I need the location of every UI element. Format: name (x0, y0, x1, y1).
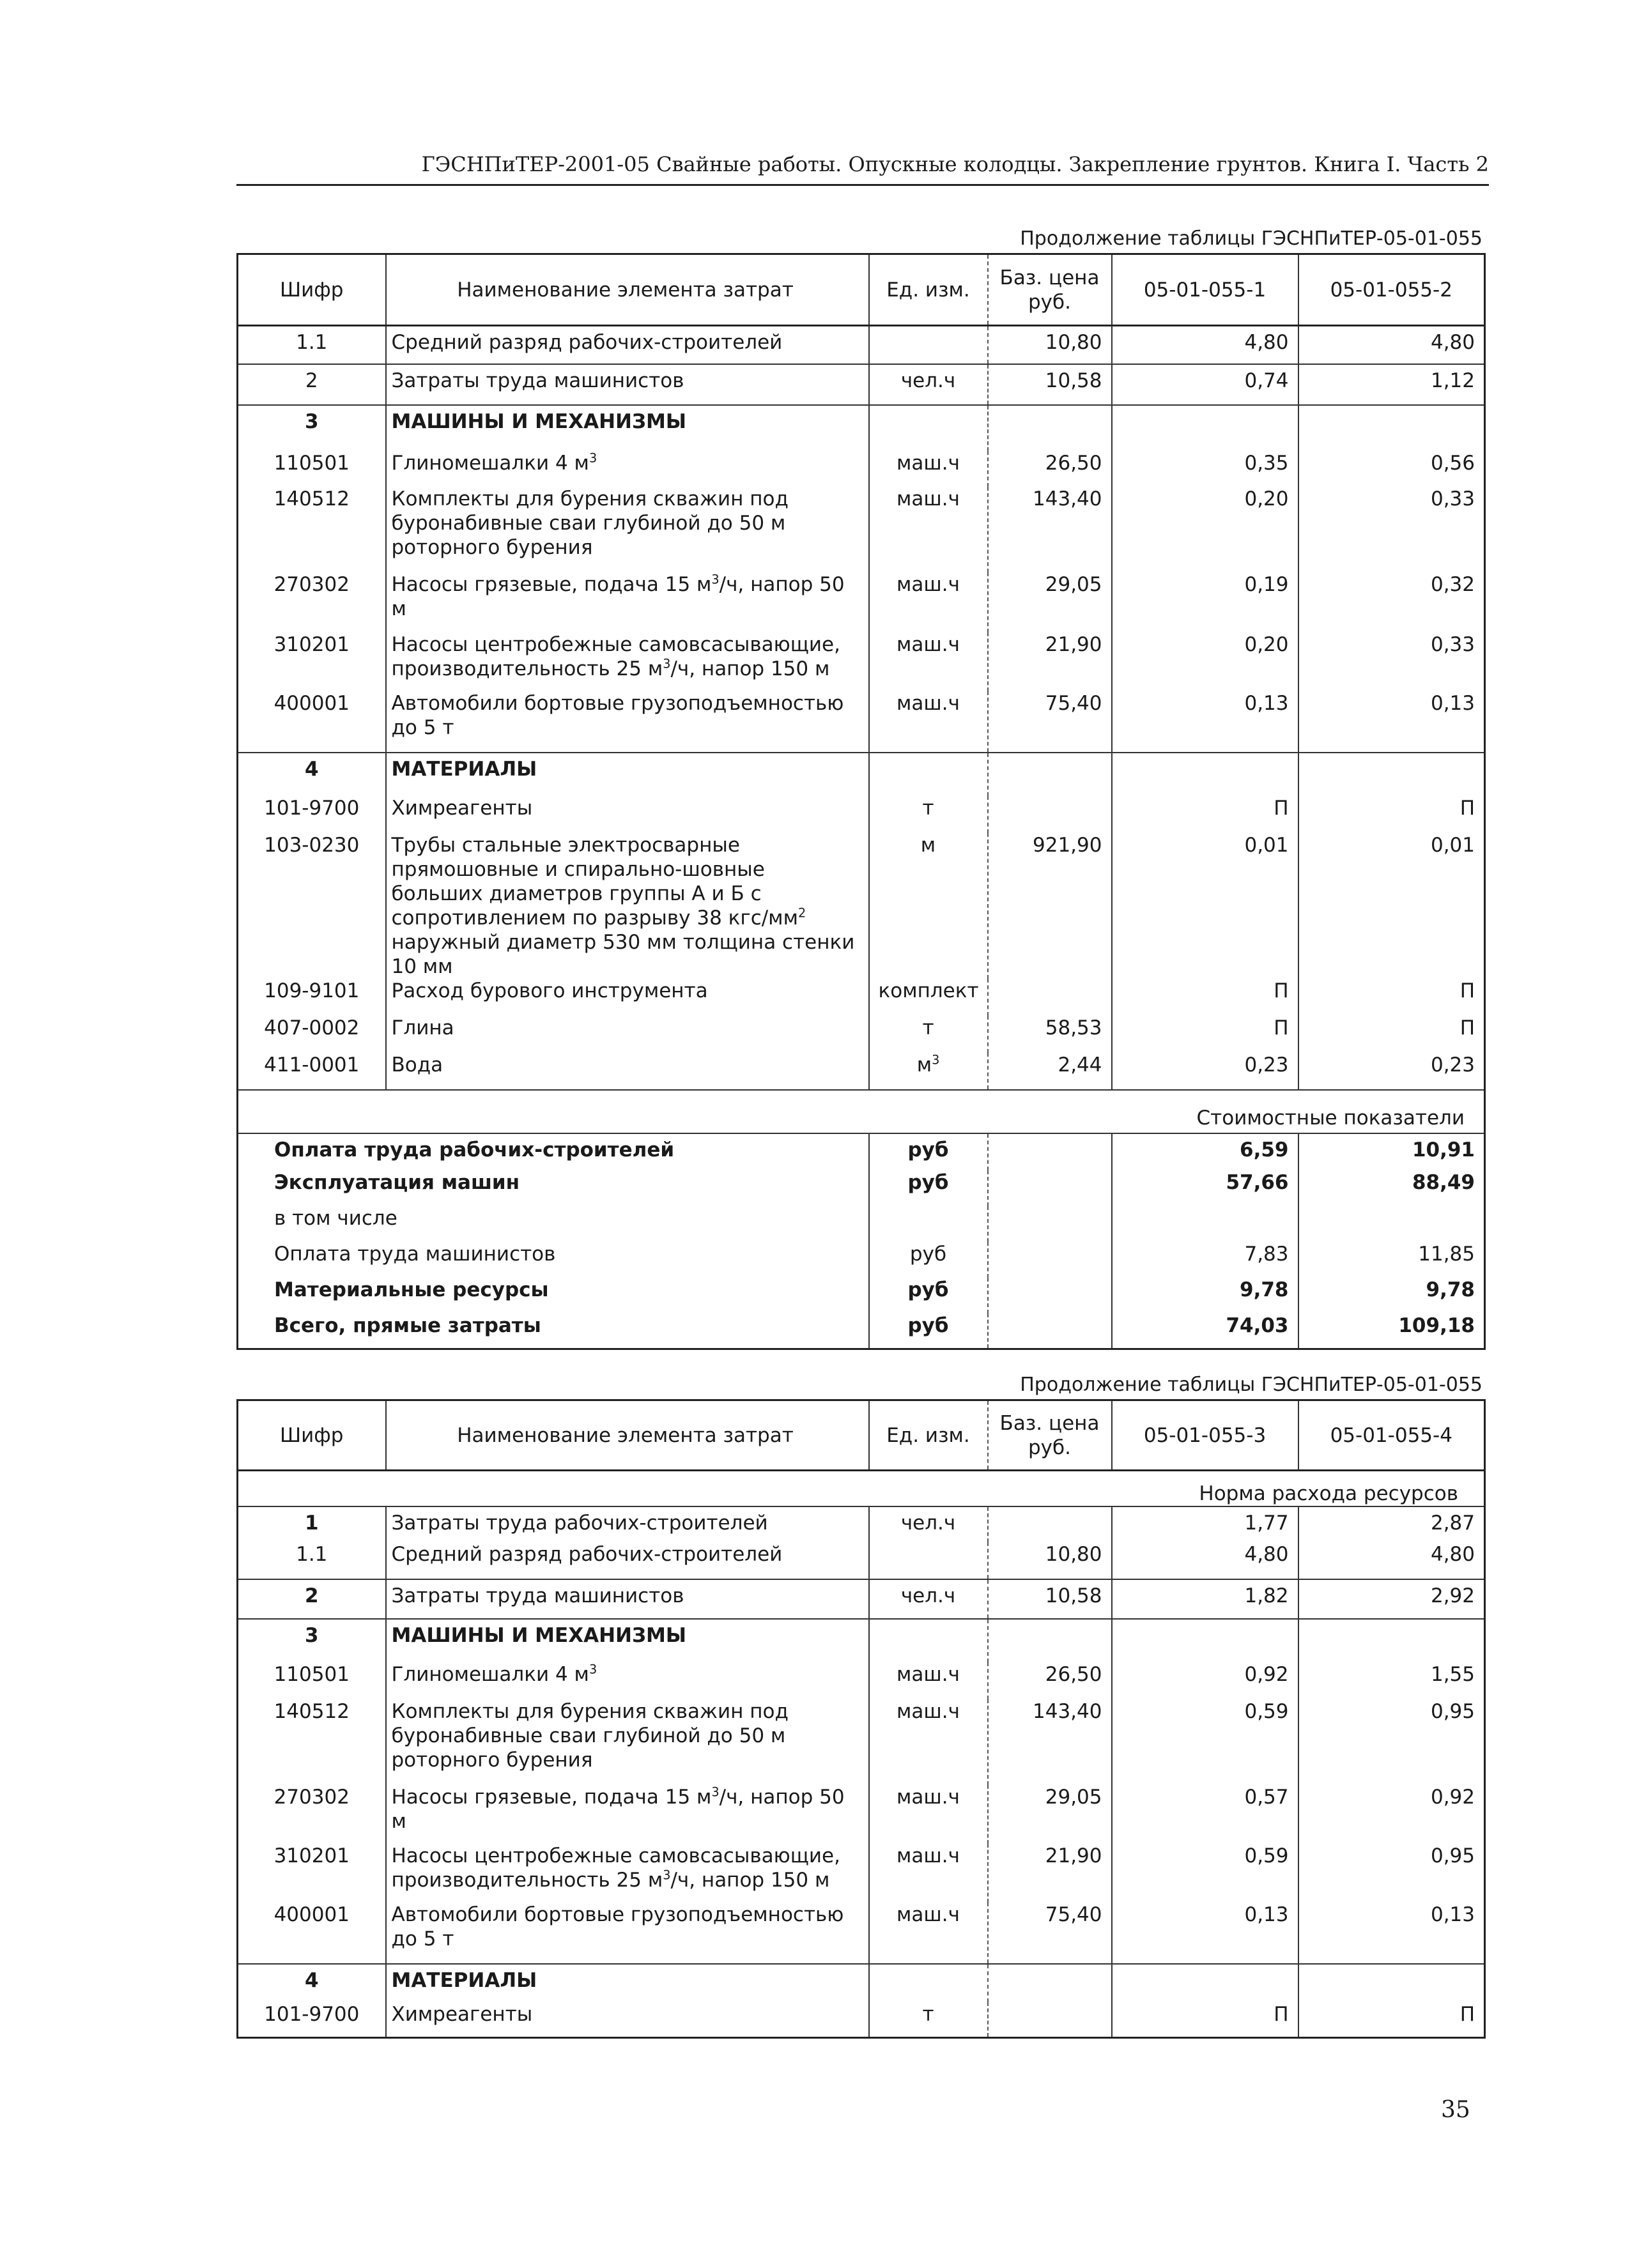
row-value-1: 0,59 (1112, 1844, 1298, 1903)
row-unit: маш.ч (869, 1844, 988, 1903)
row-price: 29,05 (988, 1785, 1112, 1844)
row-value-1: П (1112, 979, 1298, 1016)
row-price: 26,50 (988, 451, 1112, 487)
row-unit: маш.ч (869, 451, 988, 487)
section-code: 4 (238, 1964, 386, 2002)
table-row (238, 1542, 1485, 1579)
col-unit-header: Ед. изм. (869, 1400, 988, 1471)
row-price: 143,40 (988, 1699, 1112, 1785)
row-value-1: 0,20 (1112, 632, 1298, 691)
cost-label: Всего, прямые затраты (238, 1314, 869, 1349)
table-row (238, 1506, 1485, 1542)
col-norm4-header: 05-01-055-4 (1298, 1400, 1485, 1471)
norm-header: Норма расхода ресурсов (238, 1471, 1485, 1506)
row-value-1: 0,19 (1112, 572, 1298, 632)
cost-label: в том числе (238, 1206, 869, 1242)
row-value-1: 0,59 (1112, 1699, 1298, 1785)
table-row (238, 833, 1485, 979)
row-code: 110501 (238, 1662, 386, 1699)
row-code: 101-9700 (238, 796, 386, 833)
cost-value-2: 11,85 (1298, 1242, 1485, 1278)
cost-row (238, 1206, 1485, 1242)
row-value-1: 0,23 (1112, 1053, 1298, 1090)
row-code: 140512 (238, 1699, 386, 1785)
table-header-row (238, 1400, 1485, 1471)
row-name: Насосы центробежные самовсасывающие, производительность 25 $м^3/ч$, напор 150 м (386, 632, 869, 691)
row-name: Химреагенты (386, 2002, 869, 2038)
row-name: Глиномешалки 4 $м^3$ (386, 451, 869, 487)
row-value-1: 4,80 (1112, 1542, 1298, 1579)
row-code: 400001 (238, 1903, 386, 1964)
row-name: Комплекты для бурения скважин под буронабивные сваи глубиной до 50 м роторного бурения (386, 487, 869, 572)
row-unit: чел.ч (869, 1506, 988, 1542)
cost-row (238, 1314, 1485, 1349)
running-header: ГЭСНПиТЕР-2001-05 Свайные работы. Опускные колодцы. Закрепление грунтов. Книга I. Часть 2 (236, 152, 1489, 186)
row-value-2: 0,13 (1298, 691, 1485, 753)
row-value-1: 0,20 (1112, 487, 1298, 572)
page-number: 35 (1441, 2097, 1470, 2123)
row-name: Насосы грязевые, подача 15 $м^3/ч$, напор 50 м (386, 1785, 869, 1844)
norm-header-row (238, 1471, 1485, 1506)
row-code: 1 (238, 1506, 386, 1542)
row-value-2: 0,95 (1298, 1699, 1485, 1785)
row-value-2: 4,80 (1298, 326, 1485, 364)
table-row (238, 572, 1485, 632)
cost-label: Эксплуатация машин (238, 1170, 869, 1206)
row-unit: маш.ч (869, 632, 988, 691)
row-value-2: 2,92 (1298, 1579, 1485, 1619)
row-value-1: 0,13 (1112, 1903, 1298, 1964)
row-unit: маш.ч (869, 691, 988, 753)
row-value-2: 0,01 (1298, 833, 1485, 979)
row-name: Вода (386, 1053, 869, 1090)
row-price (988, 1506, 1112, 1542)
row-name: Автомобили бортовые грузоподъемностью до 5 т (386, 1903, 869, 1964)
section-row (238, 753, 1485, 796)
row-name: Насосы центробежные самовсасывающие, производительность 25 $м^3/ч$, напор 150 м (386, 1844, 869, 1903)
row-code: 110501 (238, 451, 386, 487)
row-value-1: 4,80 (1112, 326, 1298, 364)
cost-unit: руб (869, 1278, 988, 1314)
row-name: Затраты труда машинистов (386, 1579, 869, 1619)
cost-value-1: 7,83 (1112, 1242, 1298, 1278)
cost-row (238, 1242, 1485, 1278)
cost-value-2: 10,91 (1298, 1133, 1485, 1170)
row-value-1: 0,01 (1112, 833, 1298, 979)
row-name: Трубы стальные электросварные прямошовные и спирально-шовные больших диаметров группы А и Б с сопротивлением по разрыву 38 кгс/$мм^2$ наружный диаметр 530 мм толщина стенки 10 мм (386, 833, 869, 979)
row-code: 1.1 (238, 1542, 386, 1579)
row-value-1: 1,77 (1112, 1506, 1298, 1542)
cost-value-2: 9,78 (1298, 1278, 1485, 1314)
row-value-2: 0,13 (1298, 1903, 1485, 1964)
cost-value-2: 88,49 (1298, 1170, 1485, 1206)
section-code: 3 (238, 1619, 386, 1662)
section-title: МАШИНЫ И МЕХАНИЗМЫ (386, 1619, 869, 1662)
col-code-header: Шифр (238, 254, 386, 326)
col-name-header: Наименование элемента затрат (386, 254, 869, 326)
row-price: 21,90 (988, 632, 1112, 691)
section-code: 4 (238, 753, 386, 796)
row-name: Затраты труда рабочих-строителей (386, 1506, 869, 1542)
row-unit: м (869, 833, 988, 979)
row-name: Затраты труда машинистов (386, 364, 869, 405)
row-unit: маш.ч (869, 1903, 988, 1964)
row-value-1: П (1112, 796, 1298, 833)
row-code: 310201 (238, 632, 386, 691)
row-name: Глиномешалки 4 $м^3$ (386, 1662, 869, 1699)
cost-row (238, 1278, 1485, 1314)
row-unit: чел.ч (869, 364, 988, 405)
section-row (238, 405, 1485, 451)
row-code: 2 (238, 1579, 386, 1619)
cost-header: Стоимостные показатели (238, 1090, 1485, 1133)
row-value-2: 0,33 (1298, 632, 1485, 691)
row-value-1: 1,82 (1112, 1579, 1298, 1619)
row-code: 270302 (238, 572, 386, 632)
row-price: 75,40 (988, 691, 1112, 753)
table-row (238, 1844, 1485, 1903)
cost-label: Оплата труда рабочих-строителей (238, 1133, 869, 1170)
row-value-2: 0,33 (1298, 487, 1485, 572)
row-price: 143,40 (988, 487, 1112, 572)
row-code: 407-0002 (238, 1016, 386, 1053)
cost-header-row (238, 1090, 1485, 1133)
row-unit (869, 1542, 988, 1579)
row-unit: т (869, 796, 988, 833)
col-price-header: Баз. цена руб. (988, 1400, 1112, 1471)
col-norm1-header: 05-01-055-1 (1112, 254, 1298, 326)
row-unit: маш.ч (869, 572, 988, 632)
section-title: МАШИНЫ И МЕХАНИЗМЫ (386, 405, 869, 451)
cost-row (238, 1170, 1485, 1206)
col-code-header: Шифр (238, 1400, 386, 1471)
row-name: Комплекты для бурения скважин под буронабивные сваи глубиной до 50 м роторного бурения (386, 1699, 869, 1785)
row-price: 2,44 (988, 1053, 1112, 1090)
row-unit: чел.ч (869, 1579, 988, 1619)
table-row (238, 1053, 1485, 1090)
table-row (238, 632, 1485, 691)
row-price: 58,53 (988, 1016, 1112, 1053)
row-name: Насосы грязевые, подача 15 $м^3/ч$, напор 50 м (386, 572, 869, 632)
table-row (238, 1579, 1485, 1619)
row-price: 10,80 (988, 1542, 1112, 1579)
cost-row (238, 1133, 1485, 1170)
cost-value-1: 74,03 (1112, 1314, 1298, 1349)
row-code: 411-0001 (238, 1053, 386, 1090)
row-price: 921,90 (988, 833, 1112, 979)
row-code: 400001 (238, 691, 386, 753)
row-value-2: П (1298, 796, 1485, 833)
table-row (238, 2002, 1485, 2038)
row-unit: маш.ч (869, 487, 988, 572)
section-title: МАТЕРИАЛЫ (386, 753, 869, 796)
row-unit: маш.ч (869, 1662, 988, 1699)
table-row (238, 326, 1485, 364)
row-value-1: 0,57 (1112, 1785, 1298, 1844)
cost-value-1: 57,66 (1112, 1170, 1298, 1206)
col-norm3-header: 05-01-055-3 (1112, 1400, 1298, 1471)
col-price-header: Баз. цена руб. (988, 254, 1112, 326)
table1 (236, 253, 1486, 1350)
row-code: 2 (238, 364, 386, 405)
table2 (236, 1399, 1486, 2039)
row-value-2: 0,56 (1298, 451, 1485, 487)
table-row (238, 487, 1485, 572)
row-value-1: 0,35 (1112, 451, 1298, 487)
row-price: 26,50 (988, 1662, 1112, 1699)
row-price: 29,05 (988, 572, 1112, 632)
row-value-2: П (1298, 1016, 1485, 1053)
cost-value-1: 6,59 (1112, 1133, 1298, 1170)
row-value-2: П (1298, 2002, 1485, 2038)
row-price (988, 2002, 1112, 2038)
row-value-2: П (1298, 979, 1485, 1016)
row-code: 103-0230 (238, 833, 386, 979)
cost-label: Материальные ресурсы (238, 1278, 869, 1314)
col-norm2-header: 05-01-055-2 (1298, 254, 1485, 326)
row-unit: т (869, 2002, 988, 2038)
table-row (238, 1903, 1485, 1964)
row-value-2: 2,87 (1298, 1506, 1485, 1542)
table2-caption: Продолжение таблицы ГЭСНПиТЕР-05-01-055 (1020, 1374, 1483, 1396)
table-row (238, 979, 1485, 1016)
cost-value-2: 109,18 (1298, 1314, 1485, 1349)
row-value-1: П (1112, 1016, 1298, 1053)
table-row (238, 796, 1485, 833)
row-price: 10,58 (988, 364, 1112, 405)
row-code: 1.1 (238, 326, 386, 364)
row-price (988, 979, 1112, 1016)
cost-label: Оплата труда машинистов (238, 1242, 869, 1278)
table-row (238, 1785, 1485, 1844)
cost-unit: руб (869, 1314, 988, 1349)
cost-unit: руб (869, 1242, 988, 1278)
row-name: Расход бурового инструмента (386, 979, 869, 1016)
row-price: 21,90 (988, 1844, 1112, 1903)
table-row (238, 1016, 1485, 1053)
section-code: 3 (238, 405, 386, 451)
row-value-2: 0,92 (1298, 1785, 1485, 1844)
col-unit-header: Ед. изм. (869, 254, 988, 326)
row-price: 10,80 (988, 326, 1112, 364)
row-unit: маш.ч (869, 1699, 988, 1785)
table-row (238, 1699, 1485, 1785)
row-price (988, 796, 1112, 833)
row-name: Средний разряд рабочих-строителей (386, 326, 869, 364)
row-value-1: 0,92 (1112, 1662, 1298, 1699)
row-name: Глина (386, 1016, 869, 1053)
table-row (238, 691, 1485, 753)
table-row (238, 364, 1485, 405)
table-row (238, 451, 1485, 487)
row-price: 75,40 (988, 1903, 1112, 1964)
row-value-2: 1,55 (1298, 1662, 1485, 1699)
row-value-2: 0,95 (1298, 1844, 1485, 1903)
col-name-header: Наименование элемента затрат (386, 1400, 869, 1471)
section-title: МАТЕРИАЛЫ (386, 1964, 869, 2002)
row-value-1: 0,74 (1112, 364, 1298, 405)
row-value-2: 4,80 (1298, 1542, 1485, 1579)
section-row (238, 1964, 1485, 2002)
table1-caption: Продолжение таблицы ГЭСНПиТЕР-05-01-055 (1020, 227, 1483, 250)
row-code: 109-9101 (238, 979, 386, 1016)
table-header-row (238, 254, 1485, 326)
cost-unit: руб (869, 1170, 988, 1206)
table-row (238, 1662, 1485, 1699)
row-value-2: 0,32 (1298, 572, 1485, 632)
row-unit: комплект (869, 979, 988, 1016)
row-unit (869, 326, 988, 364)
row-unit: т (869, 1016, 988, 1053)
row-code: 140512 (238, 487, 386, 572)
row-name: Химреагенты (386, 796, 869, 833)
row-name: Средний разряд рабочих-строителей (386, 1542, 869, 1579)
row-value-2: 1,12 (1298, 364, 1485, 405)
row-value-1: 0,13 (1112, 691, 1298, 753)
row-unit: $м^3$ (869, 1053, 988, 1090)
row-value-2: 0,23 (1298, 1053, 1485, 1090)
row-unit: маш.ч (869, 1785, 988, 1844)
row-price: 10,58 (988, 1579, 1112, 1619)
row-code: 270302 (238, 1785, 386, 1844)
row-code: 101-9700 (238, 2002, 386, 2038)
row-value-1: П (1112, 2002, 1298, 2038)
row-code: 310201 (238, 1844, 386, 1903)
cost-value-1: 9,78 (1112, 1278, 1298, 1314)
section-row (238, 1619, 1485, 1662)
row-name: Автомобили бортовые грузоподъемностью до 5 т (386, 691, 869, 753)
cost-unit: руб (869, 1133, 988, 1170)
